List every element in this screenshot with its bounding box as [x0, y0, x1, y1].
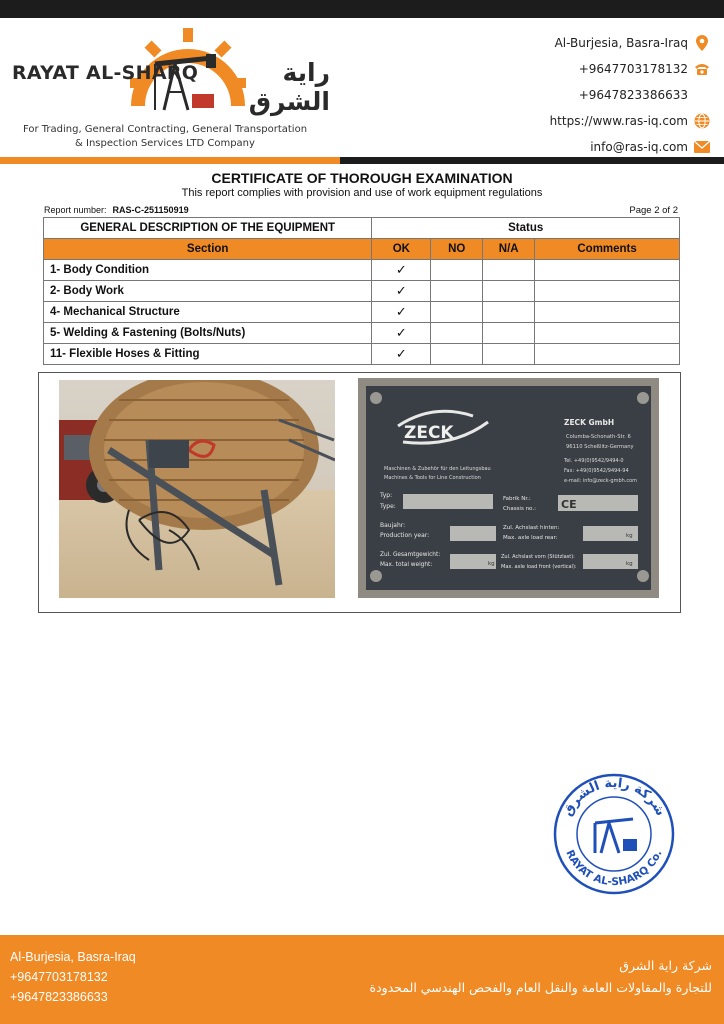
svg-text:Production year:: Production year:: [380, 532, 430, 539]
check-mark: ✓: [372, 344, 431, 365]
location-pin-icon: [694, 35, 710, 51]
svg-text:ZECK GmbH: ZECK GmbH: [564, 418, 615, 427]
check-mark: ✓: [372, 302, 431, 323]
contact-list: [470, 30, 710, 160]
svg-text:Machines & Tools for Line Cons: Machines & Tools for Line Construction: [384, 475, 481, 481]
svg-text:Max. total weight:: Max. total weight:: [380, 562, 433, 568]
table-header-row: [44, 218, 680, 239]
company-logo: [10, 22, 330, 122]
header-divider: [0, 157, 724, 164]
svg-text:Tel. +49(0)9542/9494-0: Tel. +49(0)9542/9494-0: [564, 458, 624, 464]
svg-text:Chassis no.:: Chassis no.:: [503, 506, 536, 512]
table-row: 4- Mechanical Structure ✓: [44, 302, 680, 323]
general-description-header: GENERAL DESCRIPTION OF THE EQUIPMENT: [44, 218, 372, 239]
equipment-photo: [59, 380, 335, 598]
contact-phone-2[interactable]: +9647823386633: [578, 88, 688, 102]
svg-text:Fax: +49(0)9542/9494-94: Fax: +49(0)9542/9494-94: [564, 468, 629, 474]
svg-text:Type:: Type:: [380, 503, 396, 510]
svg-text:Max. axle load rear:: Max. axle load rear:: [503, 535, 558, 541]
svg-text:e-mail: info@zeck-gmbh.com: e-mail: info@zeck-gmbh.com: [564, 478, 638, 484]
svg-text:Zul. Achslast hinten:: Zul. Achslast hinten:: [503, 525, 560, 531]
nameplate-photo: [358, 378, 659, 598]
svg-text:Typ:: Typ:: [380, 492, 393, 499]
svg-text:شركة راية الشرق: شركة راية الشرق: [560, 775, 668, 819]
col-ok: OK: [372, 239, 431, 260]
svg-text:Baujahr:: Baujahr:: [380, 522, 406, 529]
svg-text:CE: CE: [561, 498, 577, 511]
col-no: NO: [431, 239, 483, 260]
check-mark: ✓: [372, 260, 431, 281]
table-row: 11- Flexible Hoses & Fitting ✓: [44, 344, 680, 365]
svg-text:Fabrik Nr.:: Fabrik Nr.:: [503, 496, 531, 502]
svg-text:Zul. Achslast vorn (Stützlast): Zul. Achslast vorn (Stützlast):: [501, 554, 575, 560]
table-row: 1- Body Condition ✓: [44, 260, 680, 281]
contact-phone-1[interactable]: +9647703178132: [470, 56, 710, 82]
globe-icon: [694, 113, 710, 129]
document-subtitle: This report complies with provision and use of work equipment regulations: [181, 187, 543, 199]
envelope-icon: [694, 139, 710, 155]
check-mark: ✓: [372, 323, 431, 344]
logo-text-en: RAYAT AL-SHARQ: [12, 62, 199, 84]
top-bar: [0, 0, 724, 18]
check-mark: ✓: [372, 281, 431, 302]
column-header-row: [44, 239, 680, 260]
col-comments: Comments: [535, 239, 680, 260]
table-row: 2- Body Work ✓: [44, 281, 680, 302]
contact-address: Al-Burjesia, Basra-Iraq: [470, 30, 710, 56]
footer-contacts: Al-Burjesia, Basra-Iraq +9647703178132 +9647823386633: [10, 950, 136, 1004]
svg-text:Columba-Schonath-Str. 6: Columba-Schonath-Str. 6: [566, 434, 631, 440]
logo-text-ar: راية الشرق: [248, 58, 330, 116]
document-title: CERTIFICATE OF THOROUGH EXAMINATION: [211, 170, 513, 186]
status-header: Status: [372, 218, 680, 239]
svg-text:Max. axle load front (vertical: Max. axle load front (vertical):: [501, 564, 577, 570]
footer-company-arabic: شركة راية الشرق للتجارة والمقاولات العامة والنقل العام والفحص الهندسي المحدودة: [369, 958, 712, 995]
footer: [0, 935, 724, 1024]
svg-text:kg: kg: [488, 561, 495, 567]
examination-table: [43, 217, 680, 365]
page-number: Page 2 of 2: [629, 205, 678, 216]
company-stamp: [553, 773, 675, 895]
contact-email[interactable]: info@ras-iq.com: [470, 134, 710, 160]
svg-text:kg: kg: [626, 561, 633, 567]
svg-text:Maschinen & Zubehör für den Le: Maschinen & Zubehör für den Leitungsbau: [384, 466, 491, 472]
svg-text:96110 Scheßlitz-Germany: 96110 Scheßlitz-Germany: [566, 444, 634, 450]
report-number: Report number: RAS-C-251150919: [44, 205, 189, 215]
col-na: N/A: [483, 239, 535, 260]
plate-brand: ZECK: [404, 423, 454, 443]
svg-text:kg: kg: [626, 533, 633, 539]
table-row: 5- Welding & Fastening (Bolts/Nuts) ✓: [44, 323, 680, 344]
svg-text:RAYAT AL-SHARQ Co.: RAYAT AL-SHARQ Co.: [563, 848, 665, 889]
company-tagline: For Trading, General Contracting, General Transportation & Inspection Services LTD Company: [22, 124, 308, 149]
svg-text:Zul. Gesamtgewicht:: Zul. Gesamtgewicht:: [380, 552, 441, 558]
contact-website[interactable]: https://www.ras-iq.com: [470, 108, 710, 134]
col-section: Section: [44, 239, 372, 260]
telephone-icon: [694, 61, 710, 77]
